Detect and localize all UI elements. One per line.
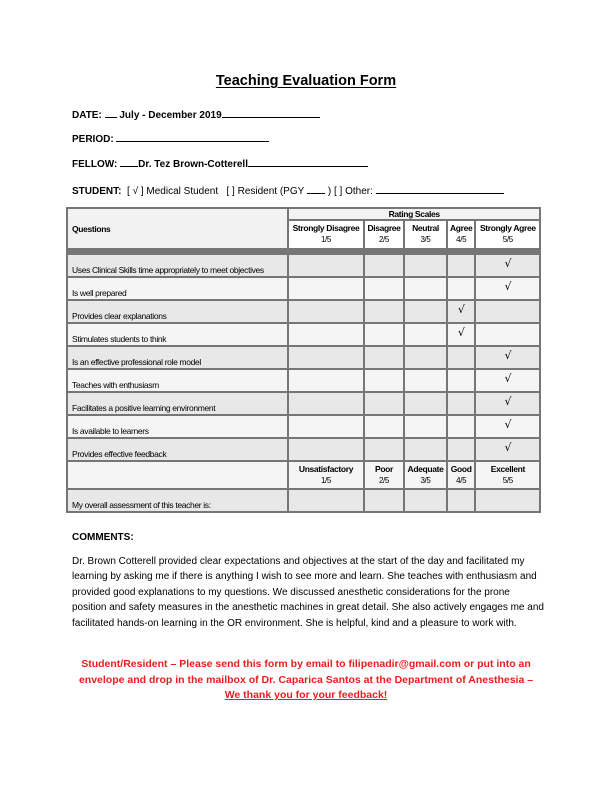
comments-text: Dr. Brown Cotterell provided clear expectations and objectives at the start of the day and facilitated my learning by asking me if there is anything I wish to see more and learn. She teaches with enthusiasm and provided good explanations to my questions. We discussed anesthetic considerations for the prone position and safety measures in the anesthetic machines in great detail. She also actively engages me and facilitated hands-on learning in the OR environment. She is helpful, kind and a pleasure to work with. xyxy=(72,556,544,629)
rating-cell[interactable] xyxy=(364,323,404,346)
rating-cell[interactable] xyxy=(364,369,404,392)
rating-cell[interactable] xyxy=(288,300,364,323)
rating-cell[interactable] xyxy=(288,254,364,277)
rating-cell[interactable] xyxy=(475,300,540,323)
rating-cell[interactable] xyxy=(288,415,364,438)
column-score: 2/5 xyxy=(378,235,390,244)
date-line-lead xyxy=(105,107,117,118)
rating-cell[interactable] xyxy=(288,438,364,461)
overall-column-header xyxy=(404,461,447,489)
rating-cell[interactable] xyxy=(475,438,540,461)
student-field xyxy=(72,183,504,197)
notice-text: Student/Resident – Please send this form by email to filipenadir@gmail.com or put into an envelope and drop in the mailbox of Dr. Caparica Santos at the Department of Anesthesia – xyxy=(78,658,534,686)
overall-column-header xyxy=(475,461,540,489)
medical-student-checkbox[interactable]: [ √ ] xyxy=(127,186,144,197)
column-header xyxy=(475,220,540,249)
rating-cell[interactable] xyxy=(288,369,364,392)
table-row xyxy=(67,277,540,300)
column-label: Strongly Disagree xyxy=(292,223,360,233)
resident-checkbox[interactable]: [ ] xyxy=(226,186,235,197)
column-score: 4/5 xyxy=(456,235,467,244)
check-mark-icon: √ xyxy=(504,280,512,293)
overall-column-label: Unsatisfactory xyxy=(298,464,354,474)
student-label: STUDENT: xyxy=(72,186,122,197)
table-row xyxy=(67,415,540,438)
fellow-label: FELLOW: xyxy=(72,159,118,170)
date-value[interactable]: July - December 2019 xyxy=(119,110,222,121)
rating-cell[interactable] xyxy=(364,392,404,415)
other-input[interactable] xyxy=(376,183,504,194)
column-score: 1/5 xyxy=(320,235,332,244)
rating-cell[interactable] xyxy=(404,277,447,300)
overall-column-label: Poor xyxy=(375,464,393,474)
column-header xyxy=(404,220,447,249)
rating-cell[interactable] xyxy=(288,323,364,346)
question-text: Provides clear explanations xyxy=(67,300,288,323)
column-label: Agree xyxy=(450,223,473,233)
rating-cell[interactable] xyxy=(475,415,540,438)
column-label: Strongly Agree xyxy=(479,223,536,233)
rating-cell[interactable] xyxy=(447,392,475,415)
question-text: Provides effective feedback xyxy=(67,438,288,461)
overall-column-score: 4/5 xyxy=(456,476,467,485)
overall-column-header xyxy=(364,461,404,489)
overall-column-label: Excellent xyxy=(490,464,525,474)
rating-cell[interactable] xyxy=(288,392,364,415)
overall-column-header xyxy=(288,461,364,489)
fellow-line xyxy=(248,156,368,167)
column-label: Neutral xyxy=(412,223,439,233)
rating-cell[interactable] xyxy=(404,323,447,346)
rating-cell[interactable] xyxy=(364,346,404,369)
overall-rating-cell[interactable] xyxy=(404,489,447,512)
check-mark-icon: √ xyxy=(504,257,512,270)
column-header xyxy=(288,220,364,249)
period-input[interactable] xyxy=(116,131,269,142)
question-text: Is available to learners xyxy=(67,415,288,438)
other-checkbox[interactable]: [ ] xyxy=(333,186,343,197)
rating-cell[interactable] xyxy=(404,392,447,415)
rating-cell[interactable] xyxy=(364,300,404,323)
questions-header: Questions xyxy=(67,208,288,249)
rating-cell[interactable] xyxy=(364,415,404,438)
rating-cell[interactable] xyxy=(475,254,540,277)
resident-label: Resident (PGY xyxy=(237,186,305,197)
rating-cell[interactable] xyxy=(404,415,447,438)
question-text: Teaches with enthusiasm xyxy=(67,369,288,392)
rating-cell[interactable] xyxy=(475,323,540,346)
overall-column-label: Good xyxy=(450,464,472,474)
check-mark-icon: √ xyxy=(504,395,512,408)
rating-cell[interactable] xyxy=(447,323,475,346)
column-header xyxy=(447,220,475,249)
rating-cell[interactable] xyxy=(447,438,475,461)
date-field xyxy=(72,107,320,121)
rating-cell[interactable] xyxy=(447,254,475,277)
date-label: DATE: xyxy=(72,110,102,121)
rating-cell[interactable] xyxy=(364,254,404,277)
overall-column-header xyxy=(447,461,475,489)
fellow-field xyxy=(72,156,368,170)
date-line xyxy=(222,107,320,118)
rating-cell[interactable] xyxy=(288,346,364,369)
table-row xyxy=(67,254,540,277)
other-label: Other: xyxy=(345,186,373,197)
rating-cell[interactable] xyxy=(475,346,540,369)
overall-rating-cell[interactable] xyxy=(364,489,404,512)
column-header xyxy=(364,220,404,249)
question-text: Uses Clinical Skills time appropriately to meet objectives xyxy=(67,254,288,277)
rating-cell[interactable] xyxy=(364,438,404,461)
table-row xyxy=(67,300,540,323)
question-text: Is well prepared xyxy=(67,277,288,300)
table-row xyxy=(67,438,540,461)
rating-cell[interactable] xyxy=(404,254,447,277)
overall-column-score: 5/5 xyxy=(502,476,513,485)
rating-cell[interactable] xyxy=(404,438,447,461)
question-text: Is an effective professional role model xyxy=(67,346,288,369)
form-title: Teaching Evaluation Form xyxy=(215,73,397,89)
rating-cell[interactable] xyxy=(475,277,540,300)
column-label: Disagree xyxy=(367,223,401,233)
rating-cell[interactable] xyxy=(404,369,447,392)
question-text: Facilitates a positive learning environment xyxy=(67,392,288,415)
rating-cell[interactable] xyxy=(404,300,447,323)
rating-table xyxy=(66,207,541,513)
rating-cell[interactable] xyxy=(447,300,475,323)
overall-column-score: 3/5 xyxy=(420,476,431,485)
overall-rating-cell[interactable] xyxy=(475,489,540,512)
table-row xyxy=(67,369,540,392)
rating-cell[interactable] xyxy=(404,346,447,369)
rating-cell[interactable] xyxy=(447,277,475,300)
period-label: PERIOD: xyxy=(72,134,114,145)
check-mark-icon: √ xyxy=(504,349,512,362)
table-row xyxy=(67,392,540,415)
submission-notice xyxy=(62,657,550,704)
rating-cell[interactable] xyxy=(475,369,540,392)
table-row xyxy=(67,346,540,369)
rating-cell[interactable] xyxy=(475,392,540,415)
rating-cell[interactable] xyxy=(447,369,475,392)
period-field xyxy=(72,131,269,145)
rating-cell[interactable] xyxy=(447,415,475,438)
overall-column-score: 1/5 xyxy=(320,476,332,485)
question-text: Stimulates students to think xyxy=(67,323,288,346)
overall-rating-cell[interactable] xyxy=(447,489,475,512)
rating-cell[interactable] xyxy=(447,346,475,369)
column-score: 5/5 xyxy=(502,235,513,244)
overall-header-blank xyxy=(67,461,288,489)
overall-rating-cell[interactable] xyxy=(288,489,364,512)
column-score: 3/5 xyxy=(420,235,431,244)
comments-heading: COMMENTS: xyxy=(72,532,134,543)
overall-question: My overall assessment of this teacher is: xyxy=(67,489,288,512)
resident-suffix: ) xyxy=(327,186,332,197)
check-mark-icon: √ xyxy=(457,326,465,339)
fellow-line-lead xyxy=(120,156,138,167)
medical-student-label: Medical Student xyxy=(146,186,219,197)
rating-cell[interactable] xyxy=(288,277,364,300)
rating-scales-header: Rating Scales xyxy=(288,208,540,220)
pgy-input[interactable] xyxy=(307,183,325,194)
check-mark-icon: √ xyxy=(457,303,465,316)
check-mark-icon: √ xyxy=(504,418,512,431)
rating-cell[interactable] xyxy=(364,277,404,300)
table-row xyxy=(67,323,540,346)
check-mark-icon: √ xyxy=(504,441,512,454)
overall-column-label: Adequate xyxy=(407,464,444,474)
overall-column-score: 2/5 xyxy=(378,476,390,485)
check-mark-icon: √ xyxy=(504,372,512,385)
thanks-text: We thank you for your feedback! xyxy=(224,689,388,701)
fellow-value[interactable]: Dr. Tez Brown-Cotterell xyxy=(138,159,248,170)
